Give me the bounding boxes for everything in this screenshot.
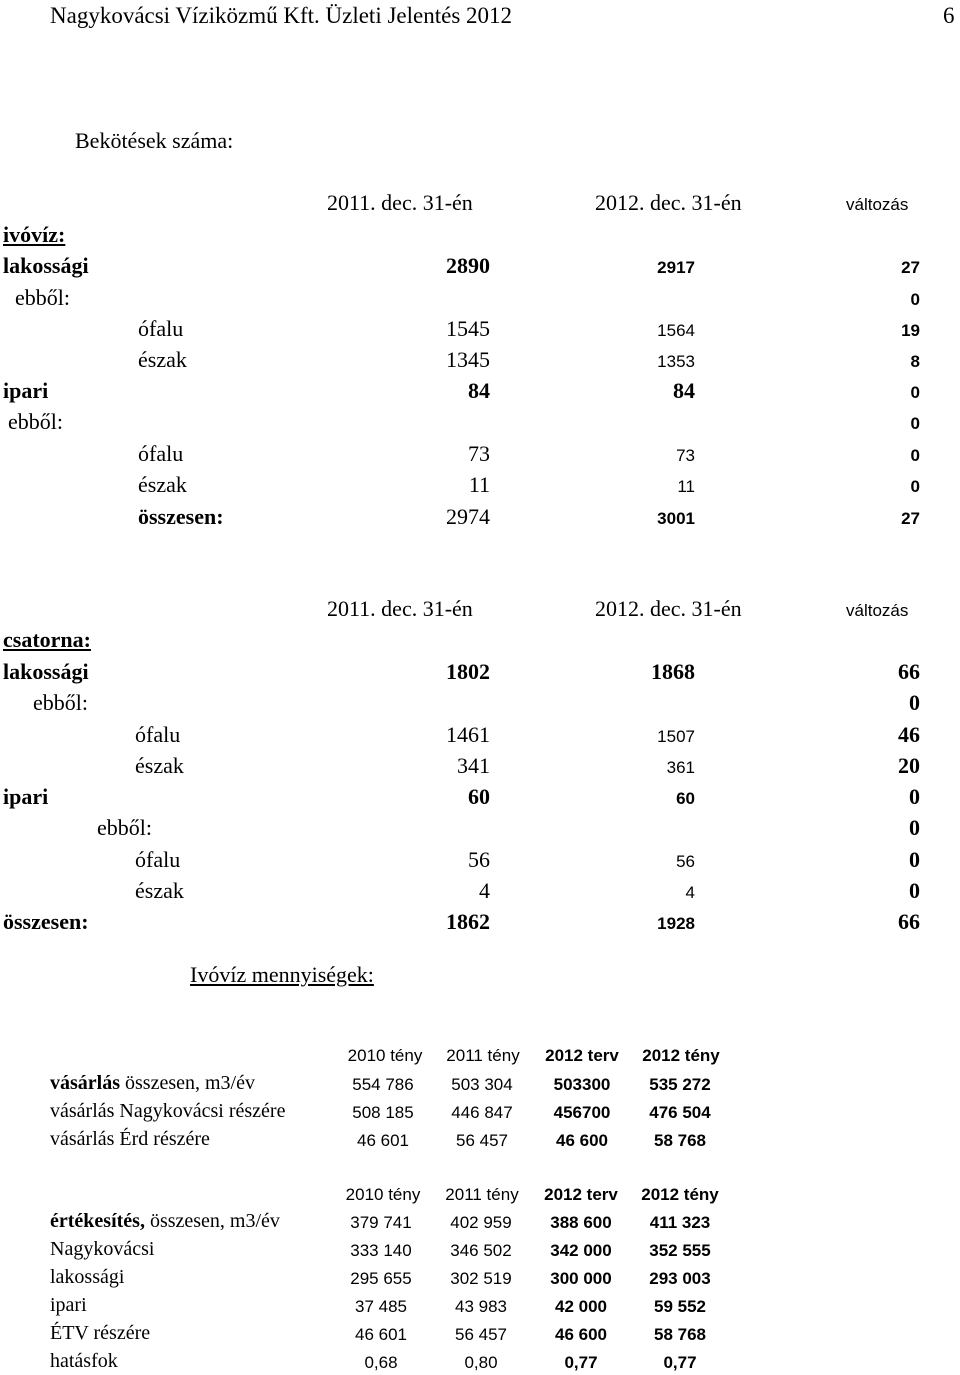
value-2011: 402 959 bbox=[450, 1213, 512, 1232]
value-2012-actual: 0,77 bbox=[663, 1353, 697, 1372]
column-header-2011: 2011. dec. 31-én bbox=[327, 190, 473, 215]
column-header: 2011 tény bbox=[445, 1185, 519, 1204]
value-2010: 37 485 bbox=[355, 1297, 407, 1316]
row-label: hatásfok bbox=[50, 1350, 118, 1372]
value-2012-actual: 59 552 bbox=[654, 1297, 706, 1316]
value-change: 0 bbox=[909, 784, 920, 809]
column-header-change: változás bbox=[846, 601, 909, 620]
value-2012-actual: 58 768 bbox=[654, 1131, 706, 1150]
column-header: 2012 terv bbox=[545, 1046, 619, 1065]
value-change: 20 bbox=[898, 753, 920, 778]
value-2012: 1353 bbox=[657, 352, 695, 371]
row-label: ipari bbox=[50, 1294, 87, 1316]
value-change: 0 bbox=[909, 847, 920, 872]
value-2012-plan: 503300 bbox=[553, 1075, 611, 1094]
value-2012-plan: 0,77 bbox=[564, 1353, 598, 1372]
row-label: vásárlás Nagykovácsi részére bbox=[50, 1100, 286, 1122]
value-2011: 1545 bbox=[446, 316, 490, 341]
row-label: Nagykovácsi bbox=[50, 1238, 155, 1260]
section-label-water: ivóvíz: bbox=[3, 222, 66, 247]
value-change: 0 bbox=[909, 690, 920, 715]
value-2012-actual: 58 768 bbox=[654, 1325, 706, 1344]
row-label: ipari bbox=[3, 378, 49, 403]
row-label: ófalu bbox=[138, 441, 184, 466]
value-2012: 1928 bbox=[657, 914, 695, 933]
column-header-change: változás bbox=[846, 195, 909, 214]
page-header-title: Nagykovácsi Víziközmű Kft. Üzleti Jelentés 2012 bbox=[50, 3, 513, 28]
value-2011: 1345 bbox=[446, 347, 490, 372]
value-change: 66 bbox=[898, 909, 920, 934]
value-2010: 508 185 bbox=[352, 1103, 414, 1122]
section-label-sewer: csatorna: bbox=[3, 627, 91, 652]
value-2011: 60 bbox=[468, 784, 490, 809]
row-label: ebből: bbox=[15, 285, 70, 310]
row-label: összesen: bbox=[3, 909, 89, 934]
column-header: 2012 tény bbox=[641, 1185, 719, 1204]
value-2011: 2890 bbox=[446, 253, 490, 278]
value-2012-plan: 388 600 bbox=[550, 1213, 612, 1232]
value-2012: 84 bbox=[673, 378, 695, 403]
value-2012-plan: 46 600 bbox=[556, 1131, 608, 1150]
value-change: 27 bbox=[901, 258, 920, 277]
value-2011: 341 bbox=[457, 753, 490, 778]
value-2010: 554 786 bbox=[352, 1075, 414, 1094]
value-2012-actual: 535 272 bbox=[649, 1075, 711, 1094]
value-2012: 2917 bbox=[657, 258, 695, 277]
row-label-bold: értékesítés, bbox=[50, 1210, 145, 1232]
value-change: 27 bbox=[901, 509, 920, 528]
value-change: 46 bbox=[898, 722, 920, 747]
value-2010: 0,68 bbox=[364, 1353, 398, 1372]
row-label: észak bbox=[135, 753, 184, 778]
row-label: észak bbox=[135, 878, 184, 903]
value-2012: 73 bbox=[676, 446, 695, 465]
row-label: ebből: bbox=[8, 409, 63, 434]
value-2011: 1862 bbox=[446, 909, 490, 934]
value-2012: 11 bbox=[677, 477, 695, 496]
value-2011: 346 502 bbox=[450, 1241, 512, 1260]
value-2010: 333 140 bbox=[350, 1241, 412, 1260]
value-2012-actual: 476 504 bbox=[649, 1103, 711, 1122]
row-label: ófalu bbox=[135, 847, 181, 872]
value-2012: 1507 bbox=[657, 727, 695, 746]
value-change: 0 bbox=[909, 878, 920, 903]
value-change: 8 bbox=[910, 352, 920, 371]
value-change: 66 bbox=[898, 659, 920, 684]
row-label-rest: összesen, m3/év bbox=[144, 1210, 280, 1232]
row-label: összesen: bbox=[138, 504, 224, 529]
value-2012-actual: 352 555 bbox=[649, 1241, 711, 1260]
column-header-2011: 2011. dec. 31-én bbox=[327, 596, 473, 621]
value-2012-actual: 293 003 bbox=[649, 1269, 711, 1288]
value-2012: 361 bbox=[666, 758, 695, 777]
value-2011: 73 bbox=[468, 441, 490, 466]
value-change: 0 bbox=[910, 446, 920, 465]
value-2011: 84 bbox=[468, 378, 490, 403]
row-label: lakossági bbox=[50, 1266, 125, 1288]
row-label: vásárlás Érd részére bbox=[50, 1128, 210, 1150]
value-2010: 295 655 bbox=[350, 1269, 412, 1288]
row-label: észak bbox=[138, 347, 187, 372]
column-header: 2011 tény bbox=[446, 1046, 520, 1065]
value-2011: 11 bbox=[468, 472, 490, 497]
value-change: 0 bbox=[910, 383, 920, 402]
value-2011: 56 457 bbox=[455, 1325, 507, 1344]
value-2012: 60 bbox=[676, 789, 695, 808]
value-2011: 43 983 bbox=[455, 1297, 507, 1316]
row-label: lakossági bbox=[3, 253, 89, 278]
value-2012: 1564 bbox=[657, 321, 695, 340]
row-label: észak bbox=[138, 472, 187, 497]
value-2012-plan: 46 600 bbox=[555, 1325, 607, 1344]
row-label: lakossági bbox=[3, 659, 89, 684]
value-2011: 1461 bbox=[446, 722, 490, 747]
column-header: 2010 tény bbox=[345, 1185, 421, 1204]
value-2012-plan: 342 000 bbox=[550, 1241, 612, 1260]
value-2011: 446 847 bbox=[451, 1103, 513, 1122]
value-2011: 56 bbox=[468, 847, 490, 872]
column-header: 2010 tény bbox=[347, 1046, 423, 1065]
value-2012: 56 bbox=[676, 852, 695, 871]
quantities-heading: Ivóvíz mennyiségek: bbox=[190, 962, 374, 987]
value-change: 19 bbox=[901, 321, 920, 340]
value-2010: 46 601 bbox=[357, 1131, 409, 1150]
value-2011: 56 457 bbox=[456, 1131, 508, 1150]
row-label-rest: összesen, m3/év bbox=[120, 1072, 255, 1094]
value-2012: 4 bbox=[685, 883, 695, 902]
row-label: ÉTV részére bbox=[50, 1322, 151, 1344]
value-change: 0 bbox=[910, 477, 920, 496]
page-number: 6 bbox=[943, 3, 955, 28]
value-2011: 0,80 bbox=[464, 1353, 498, 1372]
value-2010: 379 741 bbox=[350, 1213, 412, 1232]
column-header-2012: 2012. dec. 31-én bbox=[595, 190, 742, 215]
value-2012: 1868 bbox=[651, 659, 695, 684]
connections-heading: Bekötések száma: bbox=[75, 128, 234, 153]
row-label: ófalu bbox=[135, 722, 181, 747]
row-label: ebből: bbox=[33, 690, 88, 715]
value-change: 0 bbox=[910, 290, 920, 309]
value-change: 0 bbox=[909, 815, 920, 840]
column-header-2012: 2012. dec. 31-én bbox=[595, 596, 742, 621]
row-label: ófalu bbox=[138, 316, 184, 341]
column-header: 2012 terv bbox=[544, 1185, 618, 1204]
value-2011: 2974 bbox=[446, 504, 490, 529]
row-label: ebből: bbox=[97, 815, 152, 840]
value-2012: 3001 bbox=[657, 509, 695, 528]
value-2012-actual: 411 323 bbox=[649, 1213, 711, 1232]
value-change: 0 bbox=[910, 414, 920, 433]
value-2011: 1802 bbox=[446, 659, 490, 684]
value-2012-plan: 456700 bbox=[553, 1103, 611, 1122]
value-2012-plan: 42 000 bbox=[555, 1297, 607, 1316]
value-2012-plan: 300 000 bbox=[550, 1269, 612, 1288]
row-label-bold: vásárlás bbox=[50, 1072, 120, 1094]
value-2011: 503 304 bbox=[451, 1075, 513, 1094]
column-header: 2012 tény bbox=[642, 1046, 720, 1065]
row-label bbox=[50, 1073, 255, 1093]
value-2011: 302 519 bbox=[450, 1269, 512, 1288]
value-2011: 4 bbox=[479, 878, 490, 903]
row-label bbox=[50, 1211, 280, 1231]
value-2010: 46 601 bbox=[355, 1325, 407, 1344]
row-label: ipari bbox=[3, 784, 49, 809]
